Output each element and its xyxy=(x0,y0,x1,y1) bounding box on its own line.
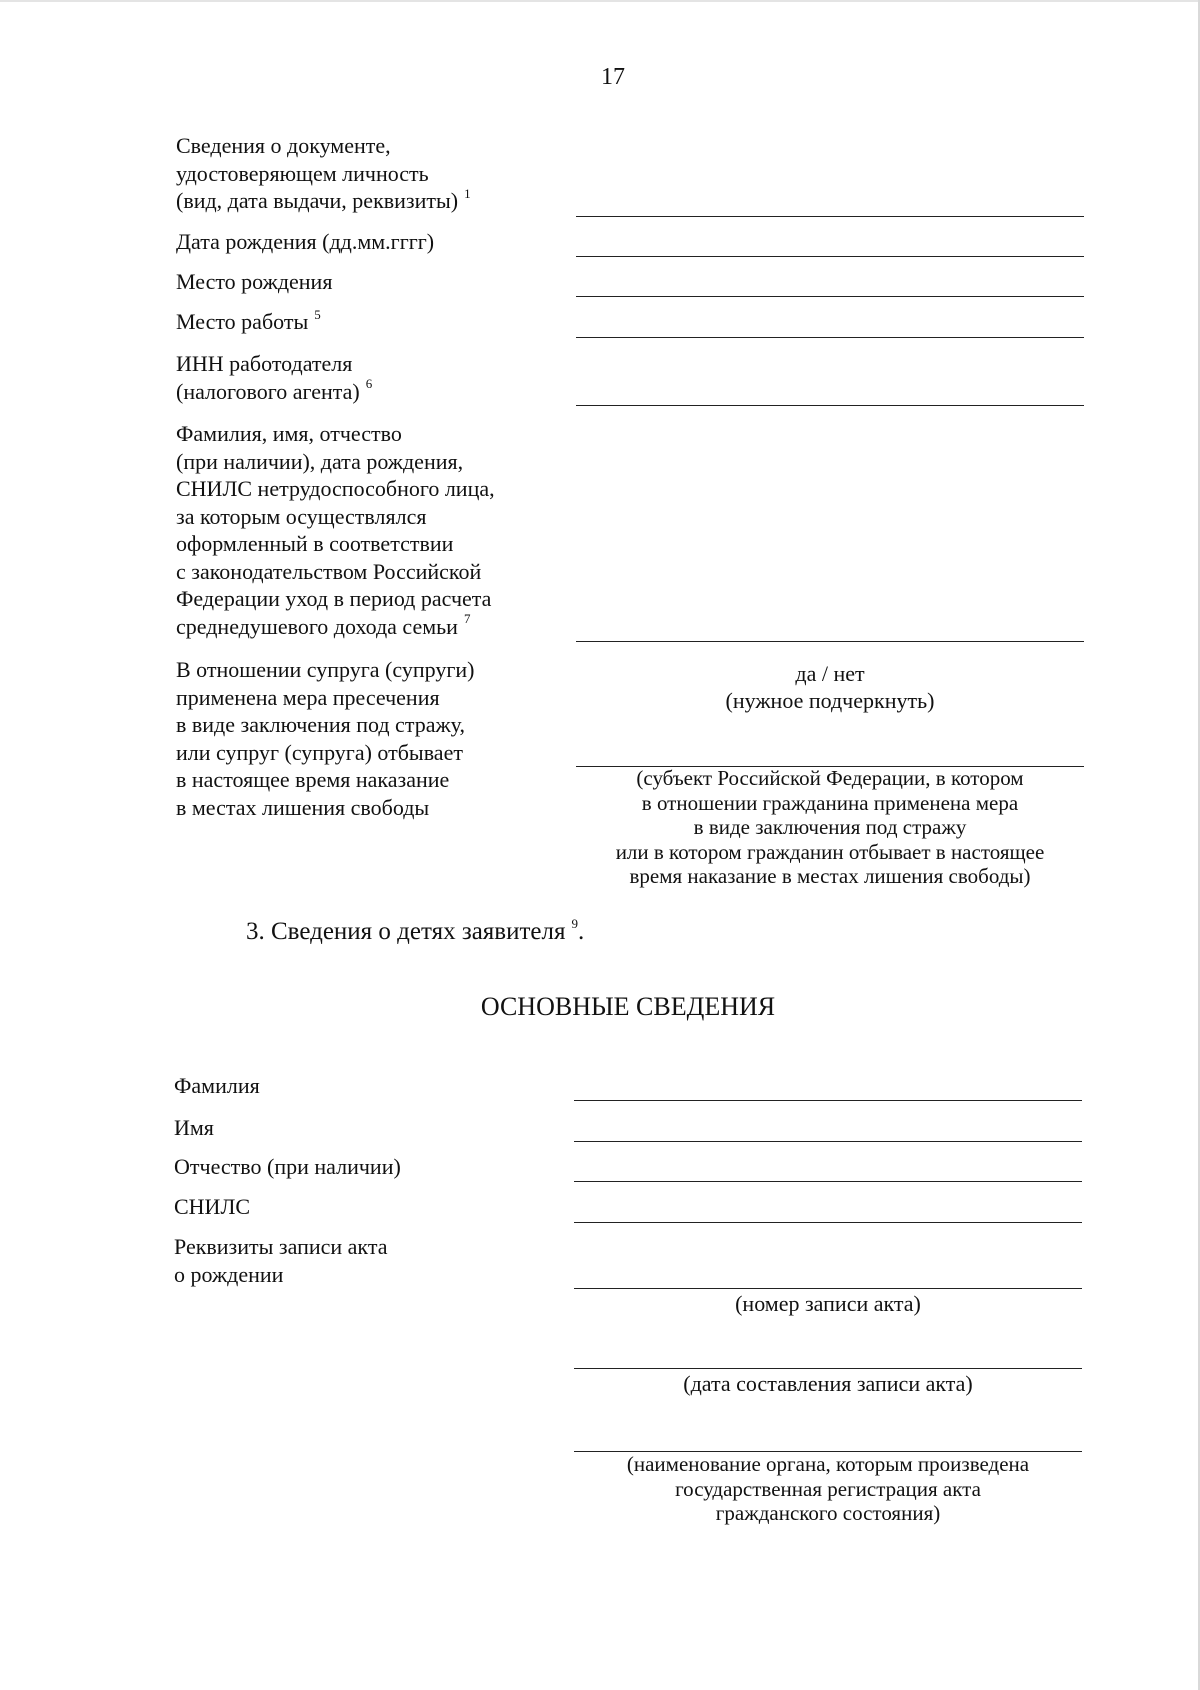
footnote-ref: 5 xyxy=(314,306,321,322)
label-line: Фамилия, имя, отчество xyxy=(176,421,402,446)
main-title: ОСНОВНЫЕ СВЕДЕНИЯ xyxy=(480,992,776,1021)
label-line: Сведения о документе, xyxy=(176,133,391,158)
footnote-ref: 1 xyxy=(464,185,471,201)
section-3-end: . xyxy=(577,918,585,945)
label-line: ИНН работодателя xyxy=(176,351,353,376)
label-line: среднедушевого дохода семьи xyxy=(176,613,458,639)
record-number-input-line[interactable] xyxy=(574,1288,1082,1289)
field-label-patronymic: Отчество (при наличии) xyxy=(174,1154,401,1179)
label-line: оформленный в соответствии xyxy=(176,531,454,556)
page-number: 17 xyxy=(601,64,625,90)
caption-line: в отношении гражданина применена мера xyxy=(641,790,1019,815)
field-label-surname: Фамилия xyxy=(174,1073,260,1098)
spouse-region-caption xyxy=(566,766,1094,889)
section-3-text: 3. Сведения о детях заявителя xyxy=(246,918,566,945)
record-date-input-line[interactable] xyxy=(574,1368,1082,1369)
field-label-snils: СНИЛС xyxy=(174,1194,251,1219)
label-line: применена мера пресечения xyxy=(176,684,440,710)
field-label-birth-record xyxy=(174,1233,387,1288)
employer-inn-input-line[interactable] xyxy=(576,405,1084,406)
caption-line: в виде заключения под стражу xyxy=(693,815,967,839)
caption-line: или в котором гражданин отбывает в настоящее xyxy=(615,839,1045,864)
label-line: СНИЛС нетрудоспособного лица, xyxy=(176,476,495,501)
spouse-answer-hint: (нужное подчеркнуть) xyxy=(725,688,935,713)
section-3-heading xyxy=(246,915,585,946)
surname-input-line[interactable] xyxy=(574,1100,1082,1101)
field-label-id-document xyxy=(176,132,471,215)
label-line: о рождении xyxy=(174,1261,284,1287)
patronymic-input-line[interactable] xyxy=(574,1181,1082,1182)
caption-line: (субъект Российской Федерации, в котором xyxy=(636,766,1024,790)
label-line: в местах лишения свободы xyxy=(176,794,430,820)
care-person-input-line[interactable] xyxy=(576,641,1084,642)
label-line: в настоящее время наказание xyxy=(176,767,450,792)
label-line: В отношении супруга (супруги) xyxy=(176,657,475,682)
field-label-birth-place xyxy=(176,268,332,296)
name-input-line[interactable] xyxy=(574,1141,1082,1142)
workplace-input-line[interactable] xyxy=(576,337,1084,338)
field-label-workplace xyxy=(176,308,321,336)
label-line: в виде заключения под стражу, xyxy=(176,712,465,737)
label-line: Место работы xyxy=(176,309,309,334)
caption-line: гражданского состояния) xyxy=(715,1501,941,1525)
field-label-birth-date xyxy=(176,228,434,256)
label-line: Федерации уход в период расчета xyxy=(176,586,492,611)
label-line: удостоверяющем личность xyxy=(176,160,429,186)
caption-line: время наказание в местах лишения свободы) xyxy=(629,864,1031,888)
label-line: (при наличии), дата рождения, xyxy=(176,448,464,474)
field-label-care-person xyxy=(176,420,495,640)
footnote-ref: 9 xyxy=(571,915,578,931)
label-line: (налогового агента) xyxy=(176,378,360,404)
label-line: Реквизиты записи акта xyxy=(174,1234,388,1259)
label-line: Место рождения xyxy=(176,269,333,294)
birth-date-input-line[interactable] xyxy=(576,256,1084,257)
footnote-ref: 6 xyxy=(365,376,373,392)
label-line: Дата рождения (дд.мм.гггг) xyxy=(176,229,435,254)
registration-authority-caption xyxy=(564,1452,1092,1526)
label-line: (вид, дата выдачи, реквизиты) xyxy=(176,188,459,213)
record-number-caption: (номер записи акта) xyxy=(735,1291,921,1316)
spouse-yes-no-option[interactable]: да / нет xyxy=(795,661,865,686)
field-label-employer-inn xyxy=(176,350,372,405)
id-document-input-line[interactable] xyxy=(576,216,1084,217)
birth-place-input-line[interactable] xyxy=(576,296,1084,297)
label-line: за которым осуществлялся xyxy=(176,503,427,529)
caption-line: (наименование органа, которым произведена xyxy=(626,1452,1030,1476)
field-label-spouse-detention xyxy=(176,656,474,821)
record-date-caption: (дата составления записи акта) xyxy=(683,1371,973,1396)
caption-line: государственная регистрация акта xyxy=(675,1476,981,1501)
snils-input-line[interactable] xyxy=(574,1222,1082,1223)
label-line: или супруг (супруга) отбывает xyxy=(176,739,463,765)
field-label-name: Имя xyxy=(174,1115,214,1140)
footnote-ref: 7 xyxy=(463,611,471,627)
label-line: с законодательством Российской xyxy=(176,558,482,584)
scan-top-edge xyxy=(0,0,1200,2)
